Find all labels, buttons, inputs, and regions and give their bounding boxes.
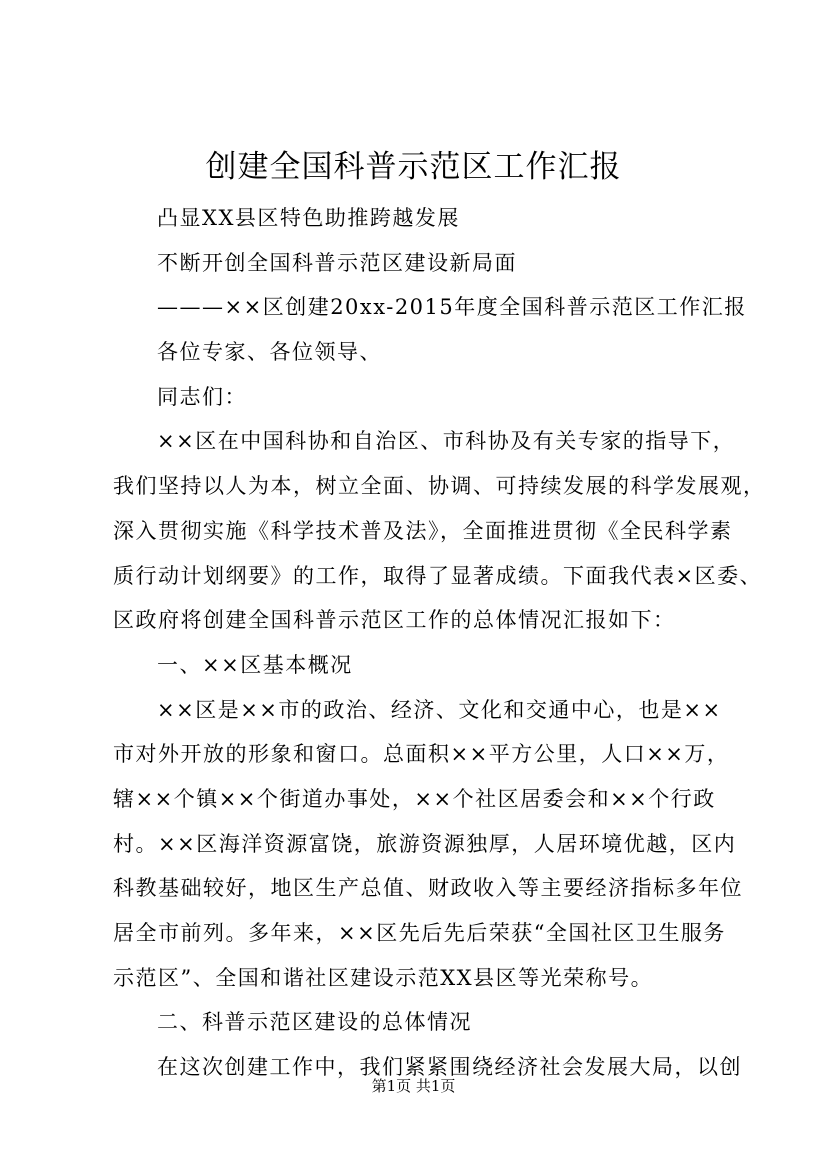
subtitle-line-2: 不断开创全国科普示范区建设新局面 xyxy=(157,250,517,275)
paragraph-line: 村。××区海洋资源富饶，旅游资源独厚，人居环境优越，区内 xyxy=(113,831,737,856)
page-number-footer: 第1页 共1页 xyxy=(371,1077,456,1095)
section-heading-1: 一、××区基本概况 xyxy=(157,652,353,677)
document-title: 创建全国科普示范区工作汇报 xyxy=(205,149,622,185)
document-body xyxy=(113,196,766,1090)
salutation-line-1: 各位专家、各位领导、 xyxy=(157,340,382,365)
paragraph-line: 在这次创建工作中，我们紧紧围绕经济社会发展大局，以创 xyxy=(157,1055,742,1080)
paragraph-line: 居全市前列。多年来，××区先后先后荣获“全国社区卫生服务 xyxy=(113,921,726,945)
salutation-line-2: 同志们： xyxy=(157,384,247,409)
paragraph-line: 示范区”、全国和谐社区建设示范XX县区等光荣称号。 xyxy=(113,965,654,990)
subtitle-line-1: 凸显XX县区特色助推跨越发展 xyxy=(157,206,460,230)
paragraph-line: 我们坚持以人为本，树立全面、协调、可持续发展的科学发展观， xyxy=(113,474,766,499)
subtitle-line-3: ———××区创建20xx-2015年度全国科普示范区工作汇报 xyxy=(157,295,747,320)
paragraph-line: 科教基础较好，地区生产总值、财政收入等主要经济指标多年位 xyxy=(113,876,743,901)
paragraph-line: 深入贯彻实施《科学技术普及法》，全面推进贯彻《全民科学素 xyxy=(113,518,733,543)
paragraph-line: ××区在中国科协和自治区、市科协及有关专家的指导下， xyxy=(157,429,736,454)
paragraph-line: 市对外开放的形象和窗口。总面积××平方公里，人口××万， xyxy=(113,742,730,767)
section-heading-2: 二、科普示范区建设的总体情况 xyxy=(157,1010,472,1035)
paragraph-line: 质行动计划纲要》的工作，取得了显著成绩。下面我代表×区委、 xyxy=(113,563,763,588)
paragraph-line: 区政府将创建全国科普示范区工作的总体情况汇报如下： xyxy=(113,608,676,633)
paragraph-line: ××区是××市的政治、经济、文化和交通中心，也是×× xyxy=(157,697,722,722)
paragraph-line: 辖××个镇××个街道办事处，××个社区居委会和××个行政 xyxy=(113,786,716,811)
